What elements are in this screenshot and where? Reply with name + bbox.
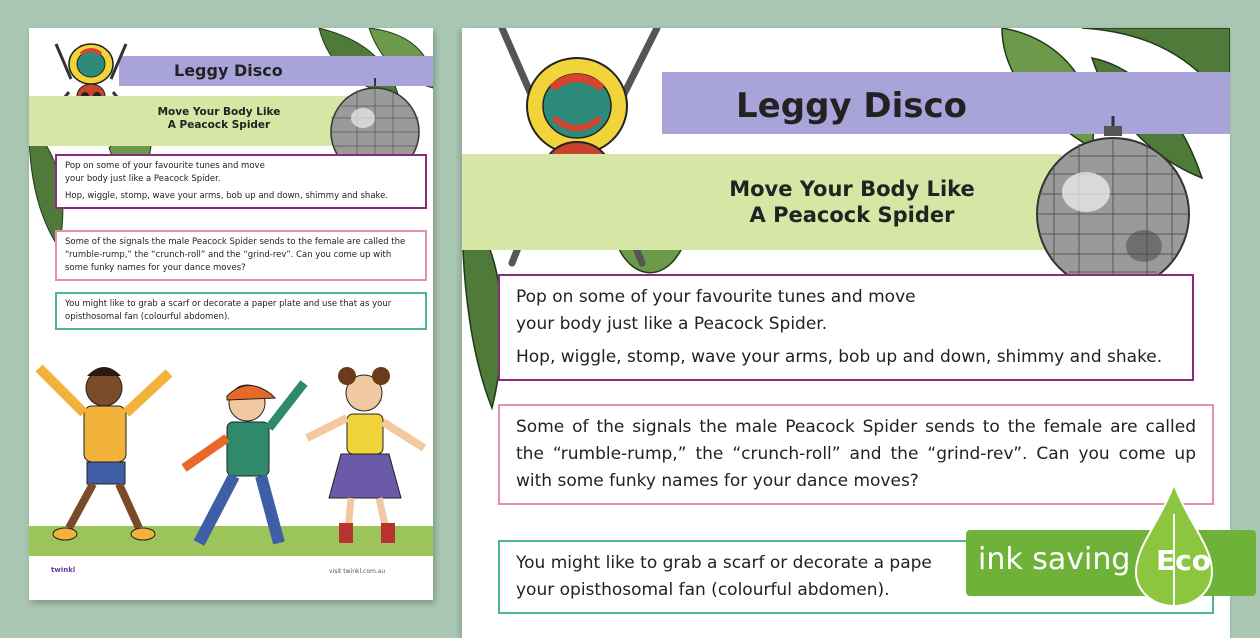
info-box-tunes [55, 154, 427, 209]
page-title: Leggy Disco [736, 86, 968, 126]
page-title: Leggy Disco [174, 61, 283, 80]
disco-ball-illustration [1024, 116, 1202, 292]
box1-line-1: Pop on some of your favourite tunes and move [65, 161, 265, 171]
thumbnail-page[interactable] [29, 28, 433, 600]
page-subtitle [149, 106, 289, 132]
eco-label: Eco [1156, 544, 1211, 577]
box2-text: Some of the signals the male Peacock Spider sends to the female are called the “rumble-rump,” the “crunch-roll” and the “grind-rev”. Can you come up with some funky names for your dance moves? [516, 417, 1196, 491]
subtitle-line-2: A Peacock Spider [749, 203, 955, 228]
info-box-signals [498, 404, 1214, 505]
page-subtitle [702, 176, 1002, 229]
info-box-scarf [55, 292, 427, 330]
box1-line-3: Hop, wiggle, stomp, wave your arms, bob up and down, shimmy and shake. [65, 191, 389, 201]
footer-url: visit twinkl.com.au [329, 568, 386, 575]
box1-line-3: Hop, wiggle, stomp, wave your arms, bob up and down, shimmy and shake. [516, 347, 1163, 367]
twinkl-logo: twinkl [51, 566, 76, 574]
box1-line-2: your body just like a Peacock Spider. [516, 314, 828, 334]
box3-line-1: You might like to grab a scarf or decorate a pape [516, 553, 932, 573]
info-box-signals [55, 230, 427, 281]
box1-line-1: Pop on some of your favourite tunes and move [516, 287, 916, 307]
subtitle-line-1: Move Your Body Like [157, 106, 281, 118]
ink-saving-label: ink saving [978, 542, 1131, 577]
ink-saving-eco-badge [966, 530, 1256, 596]
box2-text: Some of the signals the male Peacock Spider sends to the female are called the “rumble-rump,” the “crunch-roll” and the “grind-rev”. Can you come up with some funky names for your dance moves? [65, 237, 406, 273]
subtitle-line-2: A Peacock Spider [167, 119, 271, 132]
subtitle-line-1: Move Your Body Like [729, 177, 975, 201]
info-box-tunes [498, 274, 1194, 381]
box3-text: You might like to grab a scarf or decorate a paper plate and use that as your opisthosomal fan (colourful abdomen). [65, 299, 392, 322]
box1-line-2: your body just like a Peacock Spider. [65, 174, 221, 184]
dancing-children-illustration [29, 338, 433, 563]
box3-line-2: your opisthosomal fan (colourful abdomen). [516, 580, 890, 600]
